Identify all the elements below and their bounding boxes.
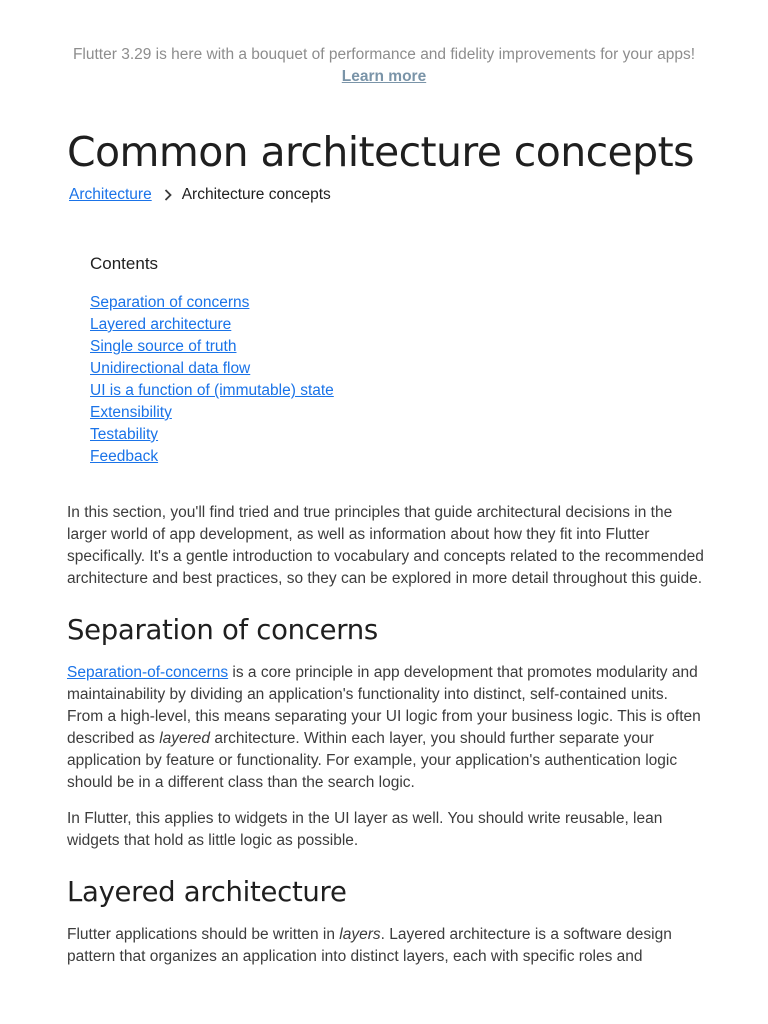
separation-paragraph-2: In Flutter, this applies to widgets in the UI layer as well. You should write reusable, lean widgets that hold as little logic as possible.: [67, 810, 663, 849]
separation-paragraph-1: [67, 662, 707, 794]
learn-more-link[interactable]: Learn more: [341, 68, 427, 85]
section-heading-separation-of-concerns: Separation of concerns: [67, 614, 378, 646]
layered-text-a: Flutter applications should be written in: [67, 926, 340, 943]
toc-link-ui-function-of-state[interactable]: UI is a function of (immutable) state: [90, 382, 334, 399]
toc-link-layered-architecture[interactable]: Layered architecture: [90, 316, 232, 333]
layered-paragraph-1: [67, 924, 707, 968]
main-content: [67, 120, 707, 968]
separation-text-em: layered: [159, 730, 211, 747]
layered-text-em: layers: [339, 926, 381, 943]
intro-paragraph: In this section, you'll find tried and true principles that guide architectural decisions in the larger world of app development, as well as information about how they fit into Flutter specifically. It's a gentle introduction to vocabulary and concepts related to the recommended architecture and best practices, so they can be explored in more detail throughout this guide.: [67, 504, 704, 587]
banner-text: Flutter 3.29 is here with a bouquet of performance and fidelity improvements for your apps!: [72, 46, 696, 63]
toc-link-separation-of-concerns[interactable]: Separation of concerns: [90, 294, 250, 311]
toc-link-feedback[interactable]: Feedback: [90, 448, 159, 465]
toc-link-single-source-of-truth[interactable]: Single source of truth: [90, 338, 237, 355]
page-title: Common architecture concepts: [67, 128, 694, 176]
layered-text-b: . Layered architecture is a software design pattern that organizes an application into distinct layers, each with specific roles and: [67, 926, 672, 965]
separation-text-b: architecture. Within each layer, you should further separate your application by feature or functionality. For example, your application's authentication logic should be in a different class than the search logic.: [67, 730, 678, 791]
breadcrumb: [69, 184, 707, 206]
breadcrumb-architecture-link[interactable]: Architecture: [69, 186, 152, 203]
toc-list: [90, 292, 707, 468]
separation-text-a: is a core principle in app development that promotes modularity and maintainability by dividing an application's functionality into distinct, self-contained units. From a high-level, this means separating your UI logic from your business logic. This is often described as: [67, 664, 701, 747]
toc-link-extensibility[interactable]: Extensibility: [90, 404, 172, 421]
chevron-right-icon: [164, 191, 172, 199]
toc-item: [90, 292, 707, 314]
announcement-banner: [0, 0, 768, 88]
toc-item: [90, 314, 707, 336]
toc-item: [90, 446, 707, 468]
breadcrumb-current: Architecture concepts: [181, 186, 331, 203]
toc-item: [90, 380, 707, 402]
toc-heading: Contents: [90, 254, 159, 273]
separation-of-concerns-link[interactable]: Separation-of-concerns: [67, 664, 229, 681]
section-heading-layered-architecture: Layered architecture: [67, 876, 347, 908]
toc-link-unidirectional-data-flow[interactable]: Unidirectional data flow: [90, 360, 251, 377]
toc-item: [90, 402, 707, 424]
toc-link-testability[interactable]: Testability: [90, 426, 159, 443]
toc-item: [90, 336, 707, 358]
toc-item: [90, 358, 707, 380]
toc-item: [90, 424, 707, 446]
table-of-contents: [90, 252, 707, 468]
